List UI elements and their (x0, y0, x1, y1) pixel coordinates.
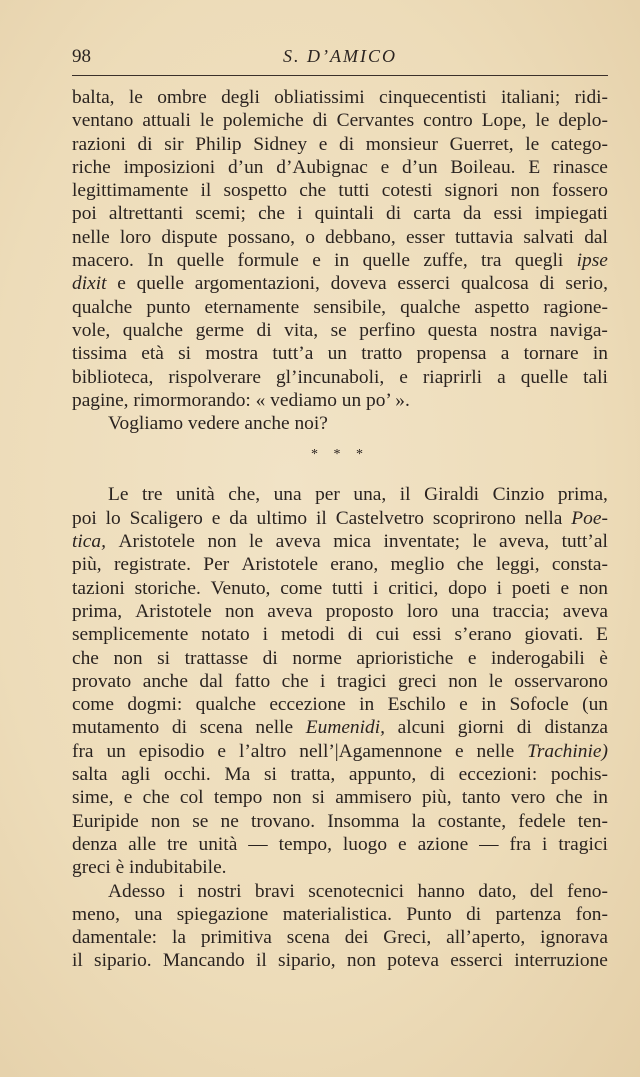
text-line: che non si trattasse di norme aprioristiche e inderogabili è (72, 647, 608, 669)
paragraph-3 (72, 483, 608, 879)
text-line: Adesso i nostri bravi scenotecnici hanno dato, del feno- (108, 880, 608, 902)
text-line: poi altrettanti scemi; che i quintali di carta da essi impiegati (72, 203, 608, 225)
text-line: tissima età si mostra tutt’a un tratto propensa a tornare in (72, 343, 608, 365)
text-line: salta agli occhi. Ma si tratta, appunto, di eccezioni: pochis- (72, 764, 608, 786)
text-line: fra un episodio e l’altro nell’|Agamennone e nelle Trachinie) (72, 740, 608, 762)
text-line: macero. In quelle formule e in quelle zuffe, tra quegli ipse (72, 250, 608, 272)
text-line: denza alle tre unità — tempo, luogo e azione — fra i tragici (72, 833, 608, 855)
text-line: tica, Aristotele non le aveva mica inventate; le aveva, tutt’al (72, 531, 608, 553)
text-line: Vogliamo vedere anche noi? (108, 413, 328, 435)
text-line: vole, qualche germe di vita, se perfino questa nostra naviga- (72, 319, 608, 341)
paragraph-1 (72, 86, 608, 412)
text-line: il sipario. Mancando il sipario, non poteva esserci interruzione (72, 950, 608, 972)
header-rule (72, 75, 608, 76)
text-line: greci è indubitabile. (72, 857, 227, 879)
text-line: ventano attuali le polemiche di Cervantes contro Lope, le deplo- (72, 110, 608, 132)
section-separator: * * * (311, 447, 369, 463)
text-line: pagine, rimormorando: « vediamo un po’ ». (72, 389, 410, 411)
text-line: più, registrate. Per Aristotele erano, meglio che leggi, consta- (72, 554, 608, 576)
text-line: semplicemente notato i metodi di cui essi s’erano giovati. E (72, 624, 608, 646)
text-line: Euripide non se ne trovano. Insomma la costante, fedele ten- (72, 810, 608, 832)
paragraph-4 (72, 880, 608, 973)
paragraph-2 (72, 412, 608, 435)
text-line: Le tre unità che, una per una, il Giraldi Cinzio prima, (108, 484, 608, 506)
page-number: 98 (72, 46, 91, 67)
text-line: sime, e che col tempo non si ammisero più, tanto vero che in (72, 787, 608, 809)
text-line: legittimamente il sospetto che tutti cotesti signori non fossero (72, 180, 608, 202)
text-line: come dogmi: qualche eccezione in Eschilo e in Sofocle (un (72, 694, 608, 716)
page-header (72, 46, 608, 74)
text-line: biblioteca, rispolverare gl’incunaboli, e riaprirli a quelle tali (72, 366, 608, 388)
text-line: razioni di sir Philip Sidney e di monsieur Guerret, le catego- (72, 133, 608, 155)
text-line: provato anche dal fatto che i tragici greci non le osservarono (72, 670, 608, 692)
text-line: qualche punto eternamente sensibile, qualche aspetto ragione- (72, 296, 608, 318)
text-line: meno, una spiegazione materialistica. Punto di partenza fon- (72, 903, 608, 925)
text-line: dixit e quelle argomentazioni, doveva esserci qualcosa di serio, (72, 273, 608, 295)
text-line: tazioni storiche. Venuto, come tutti i critici, dopo i poeti e non (72, 577, 608, 599)
text-line: nelle loro dispute possano, o debbano, esser tuttavia salvati dal (72, 226, 608, 248)
text-line: riche imposizioni d’un d’Aubignac e d’un Boileau. E rinasce (72, 156, 608, 178)
text-line: balta, le ombre degli obliatissimi cinquecentisti italiani; ridi- (72, 87, 608, 108)
text-line: prima, Aristotele non aveva proposto loro una traccia; aveva (72, 600, 608, 622)
text-line: damentale: la primitiva scena dei Greci, all’aperto, ignorava (72, 927, 608, 949)
text-line: poi lo Scaligero e da ultimo il Castelvetro scoprirono nella Poe- (72, 507, 608, 529)
body-text (72, 86, 608, 973)
running-head: S. D’AMICO (283, 46, 397, 66)
text-line: mutamento di scena nelle Eumenidi, alcuni giorni di distanza (72, 717, 608, 739)
